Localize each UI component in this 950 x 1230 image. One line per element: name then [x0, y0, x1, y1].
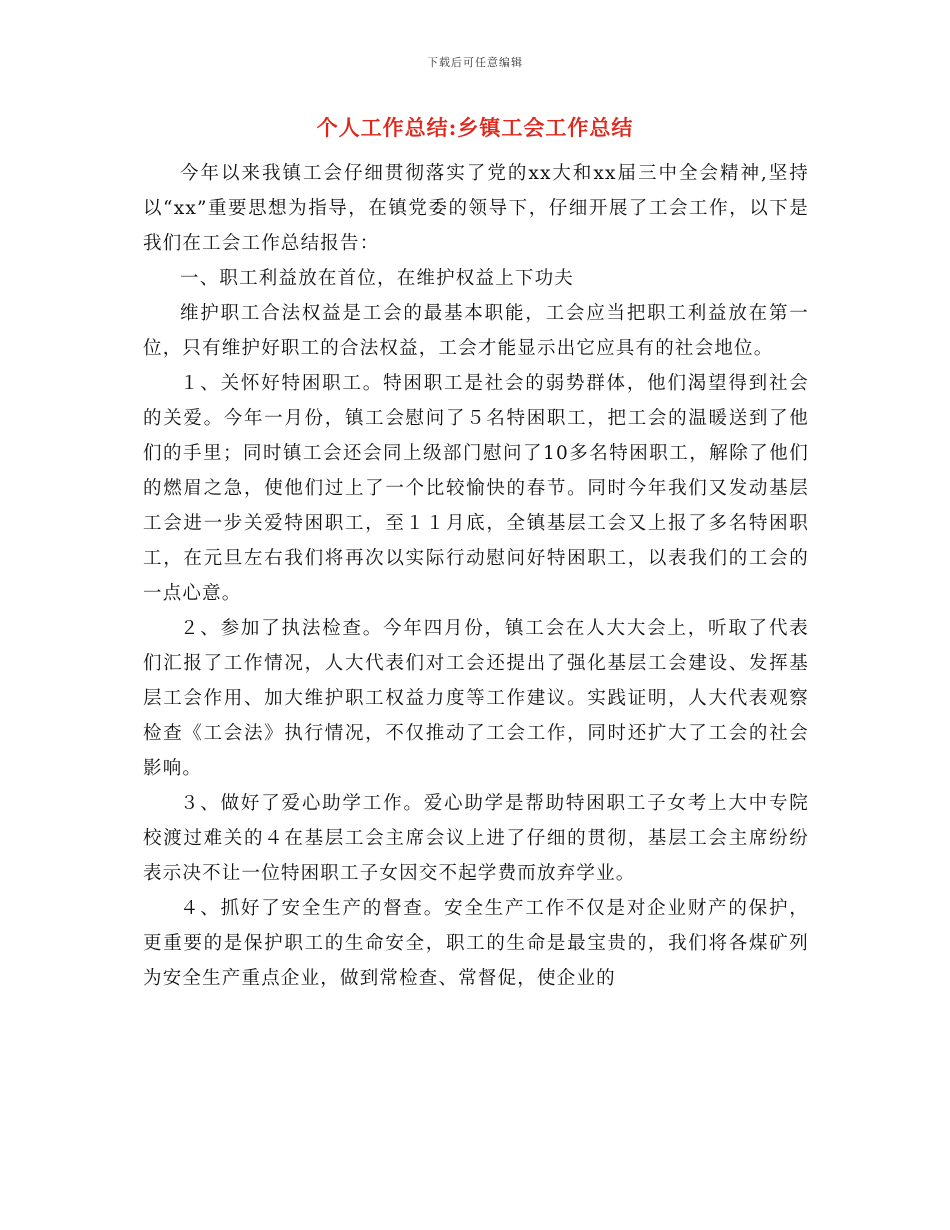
paragraph-rights: 维护职工合法权益是工会的最基本职能，工会应当把职工利益放在第一位，只有维护好职工的合法权益，工会才能显示出它应具有的社会地位。	[143, 303, 809, 359]
paragraph-item-4: ４、抓好了安全生产的督查。安全生产工作不仅是对企业财产的保护，更重要的是保护职工的生命安全，职工的生命是最宝贵的，我们将各煤矿列为安全生产重点企业，做到常检查、常督促，使企业的	[143, 898, 809, 989]
paragraph-item-1: １、关怀好特困职工。特困职工是社会的弱势群体，他们渴望得到社会的关爱。今年一月份，镇工会慰问了５名特困职工，把工会的温暖送到了他们的手里；同时镇工会还会同上级部门慰问了10多名特困职工，解除了他们的燃眉之急，使他们过上了一个比较愉快的春节。同时今年我们又发动基层工会进一步关爱特困职工，至１１月底，全镇基层工会又上报了多名特困职工，在元旦左右我们将再次以实际行动慰问好特困职工，以表我们的工会的一点心意。	[143, 373, 809, 604]
paragraph-intro: 今年以来我镇工会仔细贯彻落实了党的xx大和xx届三中全会精神,坚持以“xx”重要思想为指导，在镇党委的领导下，仔细开展了工会工作，以下是我们在工会工作总结报告：	[143, 163, 809, 254]
header-note: 下载后可任意编辑	[427, 56, 523, 69]
paragraph-item-3: ３、做好了爱心助学工作。爱心助学是帮助特困职工子女考上大中专院校渡过难关的４在基层工会主席会议上进了仔细的贯彻，基层工会主席纷纷表示决不让一位特困职工子女因交不起学费而放弃学业。	[143, 793, 809, 884]
document-body	[143, 156, 809, 996]
paragraph-item-2: ２、参加了执法检查。今年四月份，镇工会在人大大会上，听取了代表们汇报了工作情况，人大代表们对工会还提出了强化基层工会建设、发挥基层工会作用、加大维护职工权益力度等工作建议。实践证明，人大代表观察检查《工会法》执行情况，不仅推动了工会工作，同时还扩大了工会的社会影响。	[143, 618, 809, 779]
document-title: 个人工作总结:乡镇工会工作总结	[316, 115, 634, 140]
section-heading-1: 一、职工利益放在首位，在维护权益上下功夫	[180, 268, 575, 289]
